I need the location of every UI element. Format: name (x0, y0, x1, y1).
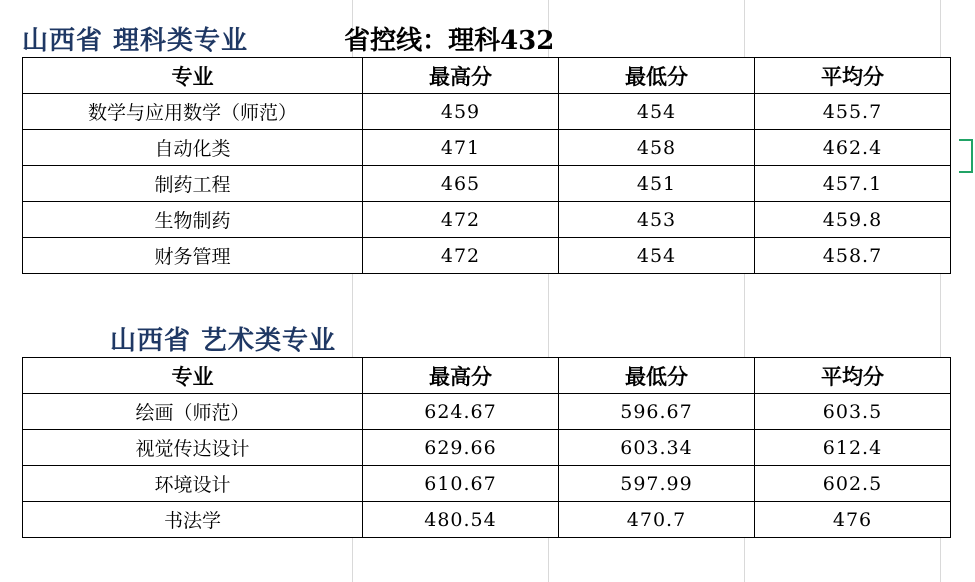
cell-major: 生物制药 (23, 202, 363, 238)
cell-highest: 624.67 (363, 394, 559, 430)
cell-highest: 472 (363, 202, 559, 238)
cell-average: 458.7 (755, 238, 951, 274)
block-title-row (22, 20, 952, 57)
cell-lowest: 454 (559, 94, 755, 130)
cell-average: 612.4 (755, 430, 951, 466)
table-header-row (23, 358, 951, 394)
table-row (23, 202, 951, 238)
cell-lowest: 596.67 (559, 394, 755, 430)
cell-average: 603.5 (755, 394, 951, 430)
column-header-average: 平均分 (755, 358, 951, 394)
column-header-lowest: 最低分 (559, 58, 755, 94)
cell-lowest: 454 (559, 238, 755, 274)
block-subtitle: 省控线：理科432 (344, 26, 555, 56)
cell-major: 视觉传达设计 (23, 430, 363, 466)
cell-average: 476 (755, 502, 951, 538)
cell-major: 制药工程 (23, 166, 363, 202)
column-header-average: 平均分 (755, 58, 951, 94)
cell-lowest: 470.7 (559, 502, 755, 538)
column-header-major: 专业 (23, 58, 363, 94)
cell-highest: 465 (363, 166, 559, 202)
cell-average: 457.1 (755, 166, 951, 202)
table-row (23, 94, 951, 130)
column-header-highest: 最高分 (363, 358, 559, 394)
table-row (23, 238, 951, 274)
cell-major: 书法学 (23, 502, 363, 538)
cell-average: 602.5 (755, 466, 951, 502)
cell-lowest: 453 (559, 202, 755, 238)
table-row (23, 430, 951, 466)
table-row (23, 466, 951, 502)
cell-lowest: 603.34 (559, 430, 755, 466)
table-row (23, 502, 951, 538)
block-title: 山西省 艺术类专业 (110, 326, 337, 356)
score-table-science (22, 57, 951, 274)
cell-average: 462.4 (755, 130, 951, 166)
cell-highest: 610.67 (363, 466, 559, 502)
table-row (23, 394, 951, 430)
cell-major: 财务管理 (23, 238, 363, 274)
score-table-arts (22, 357, 951, 538)
cell-highest: 472 (363, 238, 559, 274)
block-title-row (110, 320, 975, 357)
table-row (23, 166, 951, 202)
table-block-science (0, 20, 952, 274)
cell-average: 455.7 (755, 94, 951, 130)
cell-major: 绘画（师范） (23, 394, 363, 430)
cell-highest: 629.66 (363, 430, 559, 466)
cell-highest: 471 (363, 130, 559, 166)
table-header-row (23, 58, 951, 94)
cell-highest: 459 (363, 94, 559, 130)
cell-lowest: 451 (559, 166, 755, 202)
cell-major: 数学与应用数学（师范） (23, 94, 363, 130)
cell-highest: 480.54 (363, 502, 559, 538)
cell-lowest: 458 (559, 130, 755, 166)
block-title: 山西省 理科类专业 (22, 26, 249, 56)
cell-major: 自动化类 (23, 130, 363, 166)
cell-average: 459.8 (755, 202, 951, 238)
cell-lowest: 597.99 (559, 466, 755, 502)
column-header-lowest: 最低分 (559, 358, 755, 394)
cell-selection-indicator[interactable] (959, 139, 973, 173)
table-row (23, 130, 951, 166)
table-block-arts (0, 320, 975, 538)
cell-major: 环境设计 (23, 466, 363, 502)
column-header-highest: 最高分 (363, 58, 559, 94)
column-header-major: 专业 (23, 358, 363, 394)
